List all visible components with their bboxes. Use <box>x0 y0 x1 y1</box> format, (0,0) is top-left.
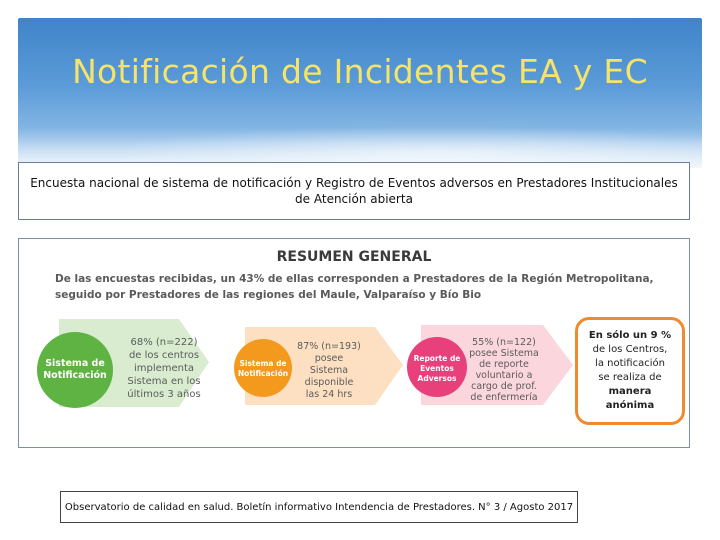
step3-stat-2: posee Sistema <box>469 348 539 359</box>
step2-stat-3: Sistema <box>309 365 349 376</box>
final-line-5: manera <box>608 386 652 397</box>
footer-source-text: Observatorio de calidad en salud. Boletín informativo Intendencia de Prestadores. N° 3 / Agosto 2017 <box>64 501 574 513</box>
step2-stat-5: las 24 hrs <box>305 389 353 400</box>
step3-stat-6: de enfermería <box>470 392 538 403</box>
step1-stat-3: implementa <box>133 363 195 374</box>
step2-node <box>234 339 292 397</box>
footer-source-box <box>60 491 578 523</box>
header-band <box>18 18 702 168</box>
step3-node-label-3: Adversos <box>417 374 457 383</box>
step3-node-label-2: Eventos <box>420 364 454 373</box>
step1-stat-2: de los centros <box>128 350 200 361</box>
step2-stat-2: posee <box>314 353 344 364</box>
step3-node-label-1: Reporte de <box>413 354 461 363</box>
step2-node-label-1: Sistema de <box>239 359 287 368</box>
final-line-1: En sólo un 9 % <box>588 330 672 341</box>
step1-stat-5: últimos 3 años <box>127 389 201 400</box>
summary-lead-text: De las encuestas recibidas, un 43% de ellas corresponden a Prestadores de la Región Metropolitana, seguido por Prestadores de las regiones del Maule, Valparaíso y Bío Bio <box>55 273 654 301</box>
subtitle-text: Encuesta nacional de sistema de notificación y Registro de Eventos adversos en Prestadores Institucionales de Atención abierta <box>30 176 678 206</box>
step1-stat-4: Sistema en los <box>127 376 201 387</box>
slide-title: Notificación de Incidentes EA y EC <box>72 52 648 91</box>
step3-stat-4: voluntario a <box>475 370 533 381</box>
step2-stat-4: disponible <box>304 377 354 388</box>
final-highlight-box <box>575 317 685 425</box>
final-line-2: de los Centros, <box>592 344 668 355</box>
step1-node-label-1: Sistema de <box>45 358 105 369</box>
subtitle-box <box>18 162 690 220</box>
step3-stat-3: de reporte <box>479 359 529 370</box>
step2-stat-1: 87% (n=193) <box>297 341 361 352</box>
final-line-3: la notificación <box>595 358 665 369</box>
step2-node-label-2: Notificación <box>237 369 289 378</box>
step3-stat-5: cargo de prof. <box>471 381 537 392</box>
summary-panel <box>18 238 690 448</box>
final-line-4: se realiza de <box>598 372 662 383</box>
step3-stat-1: 55% (n=122) <box>472 337 536 348</box>
summary-title: RESUMEN GENERAL <box>276 249 432 265</box>
step1-stat-1: 68% (n=222) <box>130 337 198 348</box>
final-line-6: anónima <box>605 400 655 411</box>
step1-node-label-2: Notificación <box>43 370 107 381</box>
